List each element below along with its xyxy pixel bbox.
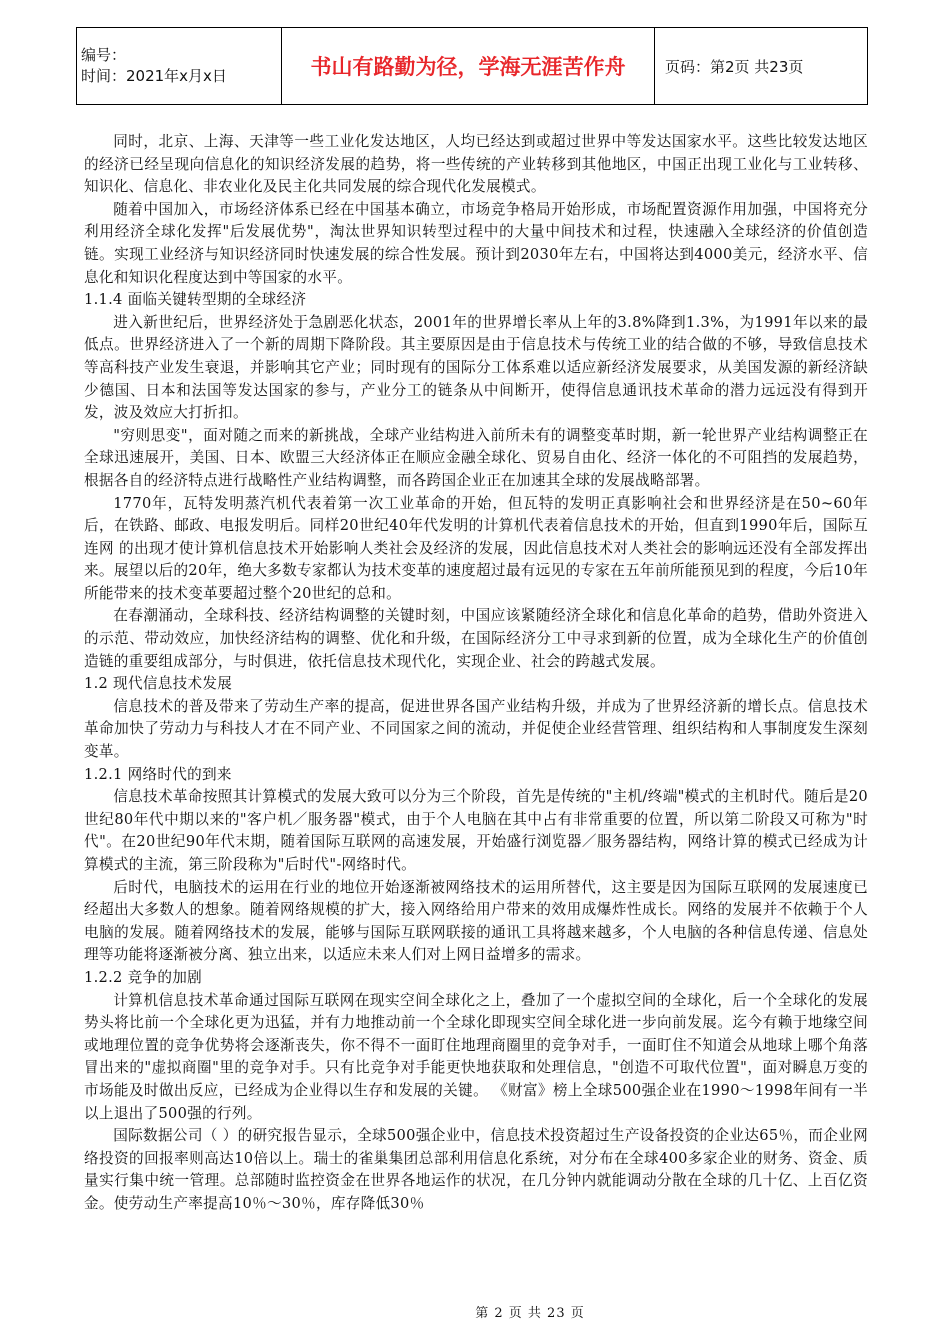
body-paragraph: 后时代，电脑技术的运用在行业的地位开始逐渐被网络技术的运用所替代，这主要是因为国际互联网的发展速度已经超出大多数人的想象。随着网络规模的扩大，接入网络给用户带来的效用成爆炸性成长。网络的发展并不依赖于个人电脑的发展。随着网络技术的发展，能够与国际互联网联接的通讯工具将越来越多，个人电脑的各种信息传递、信息处理等功能将逐渐被分离、独立出来，以适应未来人们对上网日益增多的需求。 bbox=[84, 878, 868, 964]
body-paragraph: 国际数据公司（ ）的研究报告显示，全球500强企业中，信息技术投资超过生产设备投资的企业达65％，而企业网络投资的回报率则高达10倍以上。瑞士的雀巢集团总部利用信息化系统，对分布在全球400多家企业的财务、资金、质量实行集中统一管理。总部随时监控资金在世界各地运作的状况，在几分钟内就能调动分散在全球的几十亿、上百亿资金。使劳动生产率提高10％～30％，库存降低30％ bbox=[84, 1127, 868, 1212]
body-paragraph: 随着中国加入，市场经济体系已经在中国基本确立，市场竞争格局开始形成，市场配置资源作用加强，中国将充分利用经济全球化发挥"后发展优势"，淘汰世界知识转型过程中的大量中间技术和过程，快速融入全球经济的价值创造链。实现工业经济与知识经济同时快速发展的综合性发展。预计到2030年左右，中国将达到4000美元，经济水平、信息化和知识化程度达到中等国家的水平。 bbox=[84, 200, 868, 286]
header-page-info: 页码：第2页 共23页 bbox=[655, 28, 868, 105]
body-paragraph: 信息技术革命按照其计算模式的发展大致可以分为三个阶段，首先是传统的"主机/终端"模式的主机时代。随后是20世纪80年代中期以来的"客户机／服务器"模式，由于个人电脑在其中占有非常重要的位置，所以第二阶段又可称为"时代"。在20世纪90年代末期，随着国际互联网的高速发展，开始盛行浏览器／服务器结构，网络计算的模式已经成为计算模式的主流，第三阶段称为"后时代"-网络时代。 bbox=[84, 788, 868, 873]
header-motto: 书山有路勤为径，学海无涯苦作舟 bbox=[282, 28, 655, 105]
body-paragraph: 同时，北京、上海、天津等一些工业化发达地区，人均已经达到或超过世界中等发达国家水平。这些比较发达地区的经济已经呈现向信息化的知识经济发展的趋势，将一些传统的产业转移到其他地区，中国正出现工业化与工业转移、知识化、信息化、非农业化及民主化共同发展的综合现代化发展模式。 bbox=[84, 133, 868, 196]
body-paragraph: "穷则思变"，面对随之而来的新挑战，全球产业结构进入前所未有的调整变革时期，新一轮世界产业结构调整正在全球迅速展开，美国、日本、欧盟三大经济体正在顺应金融全球化、贸易自由化、经济一体化的不可阻挡的发展趋势，根据各自的经济特点进行战略性产业结构调整，而各跨国企业正在加速其全球的发展战略部署。 bbox=[84, 426, 868, 489]
header-meta bbox=[77, 28, 282, 105]
document-date: 时间：2021年x月x日 bbox=[81, 67, 227, 85]
body-paragraph: 进入新世纪后，世界经济处于急剧恶化状态，2001年的世界增长率从上年的3.8%降到1.3%，为1991年以来的最低点。世界经济进入了一个新的周期下降阶段。其主要原因是由于信息技术与传统工业的结合做的不够，导致信息技术等高科技产业发生衰退，并影响其它产业；同时现有的国际分工体系难以适应新经济发展要求，从美国发源的新经济缺少德国、日本和法国等发达国家的参与，产业分工的链条从中间断开，使得信息通讯技术革命的潜力远远没有得到开发，波及效应大打折扣。 bbox=[84, 313, 868, 422]
body-paragraph: 在春潮涌动，全球科技、经济结构调整的关键时刻，中国应该紧随经济全球化和信息化革命的趋势，借助外资进入的示范、带动效应，加快经济结构的调整、优化和升级，在国际经济分工中寻求到新的位置，成为全球化生产的价值创造链的重要组成部分，与时俱进，依托信息技术现代化，实现企业、社会的跨越式发展。 bbox=[84, 607, 868, 670]
section-heading: 1.2.1 网络时代的到来 bbox=[84, 765, 232, 783]
section-heading: 1.2.2 竞争的加剧 bbox=[84, 968, 203, 986]
body-paragraph: 1770年，瓦特发明蒸汽机代表着第一次工业革命的开始，但瓦特的发明正真影响社会和世界经济是在50~60年后，在铁路、邮政、电报发明后。同样20世纪40年代发明的计算机代表着信息技术的开始，但直到1990年后，国际互连网 的出现才使计算机信息技术开始影响人类社会及经济的发展，因此信息技术对人类社会的影响远还没有全部发挥出来。展望以后的20年，绝大多数专家都认为技术变革的速度超过最有远见的专家在五年前所能预见到的程度，今后10年所能带来的技术变革要超过整个20世纪的总和。 bbox=[84, 494, 868, 602]
document-body bbox=[84, 131, 868, 1216]
page-header bbox=[76, 27, 868, 105]
body-paragraph: 信息技术的普及带来了劳动生产率的提高，促进世界各国产业结构升级，并成为了世界经济新的增长点。信息技术革命加快了劳动力与科技人才在不同产业、不同国家之间的流动，并促使企业经营管理、组织结构和人事制度发生深刻变革。 bbox=[84, 697, 868, 761]
section-heading: 1.2 现代信息技术发展 bbox=[84, 675, 233, 693]
body-paragraph: 计算机信息技术革命通过国际互联网在现实空间全球化之上，叠加了一个虚拟空间的全球化，后一个全球化的发展势头将比前一个全球化更为迅猛，并有力地推动前一个全球化即现实空间全球化进一步向前发展。迄今有赖于地缘空间或地理位置的竞争优势将会逐渐丧失，你不得不一面盯住地理商圈里的竞争对手，一面盯住不知道会从地球上哪个角落冒出来的"虚拟商圈"里的竞争对手。只有比竞争对手能更快地获取和处理信息，"创造不可取代位置"，面对瞬息万变的市场能及时做出反应，已经成为企业得以生存和发展的关键。 《财富》榜上全球500强企业在1990～1998年间有一半以上退出了500强的行列。 bbox=[84, 991, 868, 1122]
document-number-label: 编号： bbox=[81, 46, 127, 64]
page-footer: 第 2 页 共 23 页 bbox=[475, 1306, 585, 1321]
section-heading: 1.1.4 面临关键转型期的全球经济 bbox=[84, 291, 307, 309]
